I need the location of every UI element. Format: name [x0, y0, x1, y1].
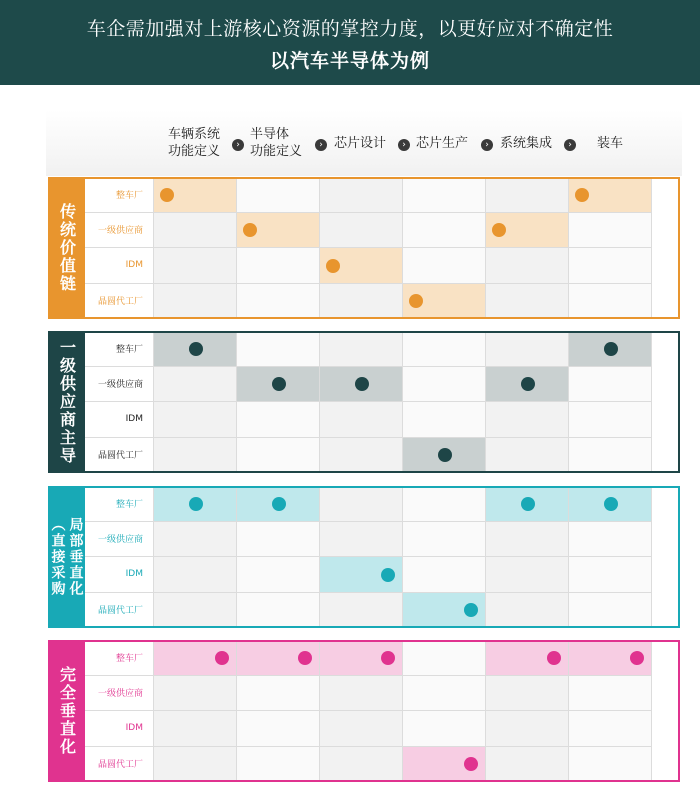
row-label: IDM — [85, 248, 154, 284]
chevron-right-icon: › — [315, 139, 327, 151]
header-banner — [0, 0, 700, 85]
page-title: 车企需加强对上游核心资源的掌控力度，以更好应对不确定性 — [86, 18, 614, 40]
section-title: 传统价值链 — [57, 203, 77, 293]
stage-label-line2: 功能定义 — [250, 144, 303, 159]
stage-label-line1: 芯片生产 — [416, 136, 469, 151]
section-frame — [48, 331, 680, 473]
row-label: IDM — [85, 402, 154, 438]
stage-label-line1: 系统集成 — [500, 136, 553, 151]
stage-label-line1: 装车 — [597, 136, 624, 151]
row-label: 整车厂 — [85, 177, 154, 213]
row-label: 整车厂 — [85, 486, 154, 522]
stage-label — [168, 126, 220, 160]
stage-label — [250, 126, 302, 160]
row-label: 晶圆代工厂 — [85, 593, 154, 629]
stage-label-line1: 半导体 — [250, 127, 290, 142]
row-label: 晶圆代工厂 — [85, 438, 154, 474]
stage-label — [334, 135, 386, 152]
row-label: IDM — [85, 557, 154, 593]
section-frame — [48, 486, 680, 628]
stage-label — [597, 135, 623, 152]
chevron-right-icon: › — [564, 139, 576, 151]
chevron-right-icon: › — [398, 139, 410, 151]
section-title-line2: （直接采购 — [49, 517, 66, 597]
section-frame — [48, 640, 680, 782]
section-frame — [48, 177, 680, 319]
page-subtitle: 以汽车半导体为例 — [269, 50, 430, 72]
row-label: 整车厂 — [85, 640, 154, 676]
row-label: 晶圆代工厂 — [85, 747, 154, 783]
stage-label-line2: 功能定义 — [168, 144, 221, 159]
chevron-right-icon: › — [232, 139, 244, 151]
row-label: 一级供应商 — [85, 676, 154, 712]
row-label: 晶圆代工厂 — [85, 284, 154, 320]
row-label: 一级供应商 — [85, 367, 154, 403]
stage-label — [500, 135, 552, 152]
row-label: 整车厂 — [85, 331, 154, 367]
stage-label-line1: 芯片设计 — [334, 136, 387, 151]
section-title-line1: 局部垂直化 — [67, 517, 84, 597]
section-title: 完全垂直化 — [57, 666, 77, 756]
stage-label-line1: 车辆系统 — [168, 127, 221, 142]
stage-label — [416, 135, 468, 152]
row-label: 一级供应商 — [85, 213, 154, 249]
section-title: 一级供应商主导 — [57, 339, 77, 465]
row-label: 一级供应商 — [85, 522, 154, 558]
chevron-right-icon: › — [481, 139, 493, 151]
row-label: IDM — [85, 711, 154, 747]
